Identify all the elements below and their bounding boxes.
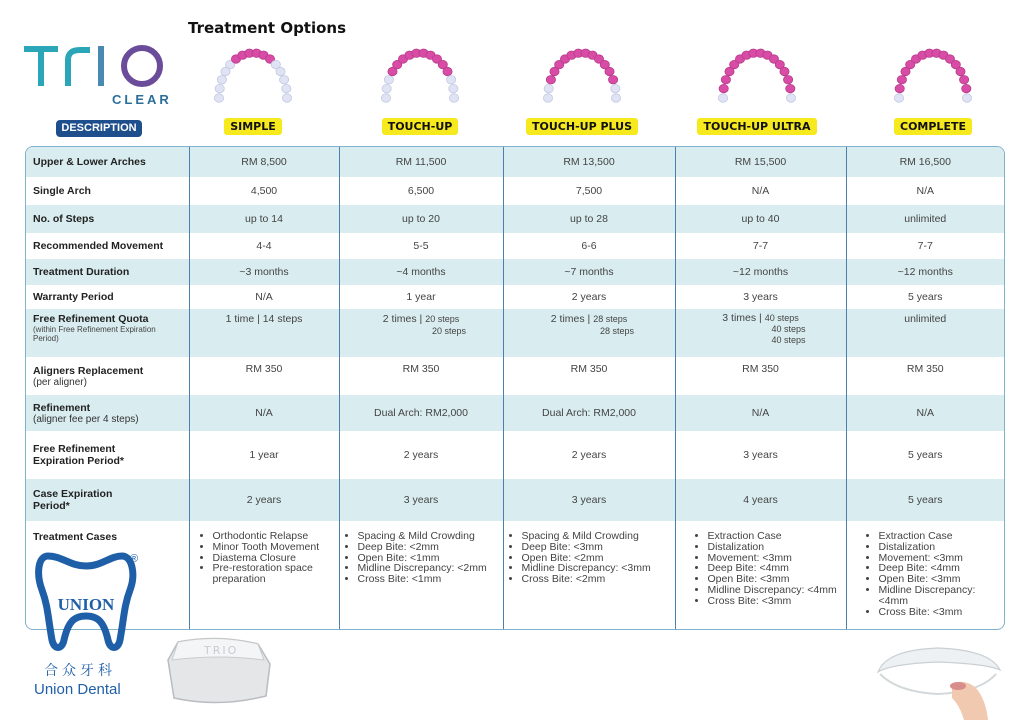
cell: 4,500: [189, 177, 339, 205]
tooth-treated: [546, 76, 555, 84]
cell: 4-4: [189, 233, 339, 259]
table-row: [26, 357, 1004, 395]
cell: 5 years: [846, 431, 1004, 479]
cell: N/A: [189, 285, 339, 309]
cell: RM 15,500: [675, 147, 846, 177]
cell: RM 350: [189, 357, 339, 395]
dental-arch-icon: [540, 40, 624, 110]
row-label: Single Arch: [33, 185, 91, 197]
tooth-treated: [962, 84, 971, 92]
cell: 2 years: [339, 431, 503, 479]
row-label-main: Refinement: [33, 401, 91, 414]
row-label: [26, 309, 189, 357]
tooth: [276, 67, 285, 75]
row-label: Free Refinement Expiration Period*: [33, 443, 125, 467]
cell: [675, 309, 846, 357]
tooth: [282, 94, 291, 102]
quota-head: 3 times |: [722, 312, 762, 324]
cell: N/A: [846, 177, 1004, 205]
tooth-treated: [780, 67, 789, 75]
union-logo-word: UNION: [57, 595, 115, 614]
cell: 3 years: [675, 431, 846, 479]
tooth-treated: [960, 76, 969, 84]
cell: up to 40: [675, 205, 846, 233]
row-label: Warranty Period: [33, 291, 114, 303]
cell: [339, 309, 503, 357]
description-pill: DESCRIPTION: [56, 120, 142, 137]
quota-steps: 20 steps: [425, 314, 460, 324]
row-label-sub: (aligner fee per 4 steps): [33, 413, 139, 425]
cell: up to 20: [339, 205, 503, 233]
quota-steps: 40 steps: [771, 335, 806, 345]
cell: [675, 521, 846, 630]
cell: 1 year: [339, 285, 503, 309]
row-label-sub: (within Free Refinement Expiration Period): [33, 325, 156, 343]
pricing-table: [25, 146, 1005, 630]
tooth: [786, 94, 795, 102]
cell: unlimited: [846, 309, 1004, 357]
list-item: • Open Bite: <3mm: [708, 574, 840, 585]
cell: ~12 months: [846, 259, 1004, 285]
cell: ~3 months: [189, 259, 339, 285]
tooth-treated: [897, 76, 906, 84]
tooth: [384, 76, 393, 84]
registered-mark: ®: [130, 553, 138, 565]
clear-aligner-photo: [868, 640, 1008, 720]
cell: RM 8,500: [189, 147, 339, 177]
table-row: [26, 147, 1004, 177]
cell: [846, 521, 1004, 630]
cell: RM 350: [339, 357, 503, 395]
cell: 7-7: [675, 233, 846, 259]
tooth: [718, 94, 727, 102]
list-item: • Deep Bite: <2mm: [358, 542, 497, 553]
cell: N/A: [675, 177, 846, 205]
tooth: [217, 76, 226, 84]
cell: 1 year: [189, 431, 339, 479]
tooth: [215, 84, 224, 92]
list-item: • Pre-restoration space preparation: [213, 563, 333, 585]
cell: 3 years: [339, 479, 503, 521]
cell: N/A: [675, 395, 846, 431]
cell: RM 13,500: [503, 147, 675, 177]
table-row: [26, 285, 1004, 309]
quota-steps: 40 steps: [764, 313, 799, 323]
tooth-treated: [443, 67, 452, 75]
list-item: • Extraction Case: [708, 531, 840, 542]
cell: N/A: [189, 395, 339, 431]
row-label: Recommended Movement: [33, 240, 164, 252]
treatment-case-list: [682, 531, 840, 607]
plan-label: TOUCH-UP ULTRA: [697, 118, 816, 135]
cell: RM 16,500: [846, 147, 1004, 177]
cell: [189, 521, 339, 630]
tooth: [447, 76, 456, 84]
tooth: [382, 84, 391, 92]
cell: up to 14: [189, 205, 339, 233]
case-logo-text: TRIO: [204, 644, 239, 657]
list-item: • Movement: <3mm: [879, 553, 999, 564]
cell: 5-5: [339, 233, 503, 259]
tooth-treated: [786, 84, 795, 92]
dental-arch-icon: [715, 40, 799, 110]
row-label: [26, 395, 189, 431]
quota-steps: 40 steps: [771, 324, 806, 334]
tooth: [611, 94, 620, 102]
plan-header-touch-up-ultra: [692, 40, 822, 135]
cell: 2 years: [189, 479, 339, 521]
tooth: [282, 84, 291, 92]
cell: ~12 months: [675, 259, 846, 285]
row-label: Upper & Lower Arches: [26, 147, 189, 177]
cell: ~7 months: [503, 259, 675, 285]
list-item: • Spacing & Mild Crowding: [358, 531, 497, 542]
list-item: • Deep Bite: <3mm: [522, 542, 669, 553]
table-row: [26, 479, 1004, 521]
cell: [503, 521, 675, 630]
list-item: • Spacing & Mild Crowding: [522, 531, 669, 542]
list-item: • Diastema Closure: [213, 553, 333, 564]
clinic-name-english: Union Dental: [34, 681, 121, 698]
cell: 5 years: [846, 285, 1004, 309]
cell: ~4 months: [339, 259, 503, 285]
tooth: [449, 94, 458, 102]
tooth-treated: [895, 84, 904, 92]
cell: 2 years: [503, 285, 675, 309]
trio-logo-mark: [24, 40, 174, 92]
tooth-treated: [605, 67, 614, 75]
table-row: [26, 431, 1004, 479]
plan-label: COMPLETE: [894, 118, 972, 135]
treatment-case-list: [196, 531, 333, 585]
table-row: [26, 521, 1004, 630]
plan-header-touch-up: [355, 40, 485, 135]
cell: 6,500: [339, 177, 503, 205]
row-label: Treatment Duration: [26, 259, 189, 285]
tooth: [962, 94, 971, 102]
dental-arch-icon: [378, 40, 462, 110]
cell: [339, 521, 503, 630]
row-label: [26, 357, 189, 395]
list-item: • Minor Tooth Movement: [213, 542, 333, 553]
list-item: • Midline Discrepancy: <4mm: [879, 585, 999, 607]
cell: 2 years: [503, 431, 675, 479]
treatment-case-list: [853, 531, 999, 617]
list-item: • Deep Bite: <4mm: [708, 563, 840, 574]
cell: RM 350: [846, 357, 1004, 395]
table-row: [26, 395, 1004, 431]
cell: N/A: [846, 395, 1004, 431]
tooth: [894, 94, 903, 102]
trio-clear-logo: [24, 40, 184, 110]
quota-steps: 20 steps: [431, 326, 467, 336]
clinic-name-chinese: 合众牙科: [44, 663, 116, 679]
treatment-case-list: [346, 531, 497, 585]
list-item: • Cross Bite: <2mm: [522, 574, 669, 585]
row-label-main: Aligners Replacement: [33, 364, 144, 377]
list-item: • Distalization: [708, 542, 840, 553]
quota-steps: 28 steps: [593, 314, 628, 324]
quota-steps: 28 steps: [599, 326, 635, 336]
row-label-main: Free Refinement Quota: [33, 313, 149, 325]
quota-head: 2 times |: [550, 313, 591, 325]
plan-header-simple: [188, 40, 318, 135]
cell: 6-6: [503, 233, 675, 259]
table-row: [26, 205, 1004, 233]
table-row: [26, 309, 1004, 357]
cell: 4 years: [675, 479, 846, 521]
cell: unlimited: [846, 205, 1004, 233]
table-row: [26, 259, 1004, 285]
table-row: [26, 177, 1004, 205]
list-item: • Midline Discrepancy: <3mm: [522, 563, 669, 574]
cell: 1 time | 14 steps: [189, 309, 339, 357]
cell: 7,500: [503, 177, 675, 205]
dental-arch-icon: [891, 40, 975, 110]
tooth: [280, 76, 289, 84]
treatment-case-list: [510, 531, 669, 585]
cell: [503, 309, 675, 357]
table-row: [26, 233, 1004, 259]
tooth: [544, 84, 553, 92]
row-label: Case Expiration Period*: [26, 479, 189, 521]
cell: RM 350: [503, 357, 675, 395]
list-item: • Distalization: [879, 542, 999, 553]
logo-subtitle: CLEAR: [112, 92, 172, 107]
list-item: • Orthodontic Relapse: [213, 531, 333, 542]
tooth-treated: [719, 84, 728, 92]
list-item: • Cross Bite: <1mm: [358, 574, 497, 585]
list-item: • Extraction Case: [879, 531, 999, 542]
tooth-treated: [784, 76, 793, 84]
plan-label: TOUCH-UP PLUS: [526, 118, 638, 135]
list-item: • Deep Bite: <4mm: [879, 563, 999, 574]
tooth: [214, 94, 223, 102]
cell: RM 350: [675, 357, 846, 395]
cell: 5 years: [846, 479, 1004, 521]
plan-label: TOUCH-UP: [382, 118, 459, 135]
tooth-treated: [956, 67, 965, 75]
dental-arch-icon: [211, 40, 295, 110]
tooth-treated: [609, 76, 618, 84]
cell: RM 11,500: [339, 147, 503, 177]
list-item: • Movement: <3mm: [708, 553, 840, 564]
tooth: [543, 94, 552, 102]
list-item: • Cross Bite: <3mm: [708, 596, 840, 607]
list-item: • Open Bite: <2mm: [522, 553, 669, 564]
list-item: • Cross Bite: <3mm: [879, 607, 999, 618]
plan-label: SIMPLE: [224, 118, 282, 135]
list-item: • Open Bite: <1mm: [358, 553, 497, 564]
list-item: • Open Bite: <3mm: [879, 574, 999, 585]
row-label-sub: (per aligner): [33, 376, 87, 388]
list-item: • Midline Discrepancy: <2mm: [358, 563, 497, 574]
tooth-treated: [721, 76, 730, 84]
cell: Dual Arch: RM2,000: [503, 395, 675, 431]
quota-head: 2 times |: [382, 313, 423, 325]
row-label: Treatment Cases: [33, 531, 118, 543]
cell: 3 years: [675, 285, 846, 309]
tooth: [381, 94, 390, 102]
plan-header-complete: [868, 40, 998, 135]
cell: up to 28: [503, 205, 675, 233]
list-item: • Midline Discrepancy: <4mm: [708, 585, 840, 596]
tooth: [611, 84, 620, 92]
cell: Dual Arch: RM2,000: [339, 395, 503, 431]
cell: 7-7: [846, 233, 1004, 259]
aligner-case-image: [158, 630, 278, 710]
page-title: Treatment Options: [188, 19, 347, 37]
cell: 3 years: [503, 479, 675, 521]
row-label: No. of Steps: [26, 205, 189, 233]
plan-header-touch-up-plus: [517, 40, 647, 135]
tooth: [449, 84, 458, 92]
